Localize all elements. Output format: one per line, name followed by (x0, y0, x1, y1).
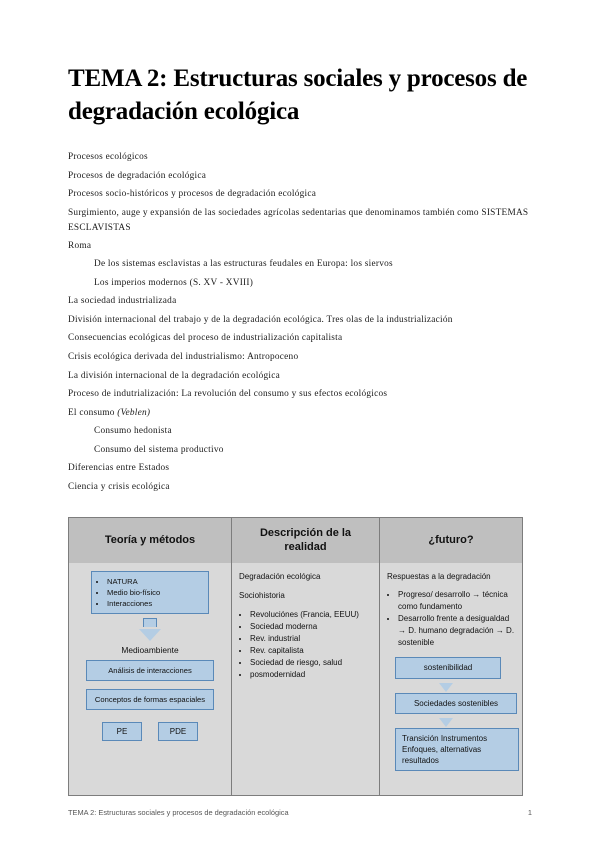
toc-item[interactable]: Consumo del sistema productivo (94, 444, 224, 455)
list-item: • Desarrollo frente a desigualdad → D. humano degradación → D. sostenible (398, 613, 515, 649)
footer-title: TEMA 2: Estructuras sociales y procesos de degradación ecológica (68, 808, 289, 817)
list-item: • Rev. industrial (250, 633, 372, 645)
analisis-interacciones-box: Análisis de interacciones (86, 660, 214, 681)
list-item: • Rev. capitalista (250, 645, 372, 657)
natura-item: • Medio bio-físico (107, 587, 202, 598)
figure-header-description: Descripción de la realidad (232, 518, 380, 564)
transicion-box: Transición Instrumentos Enfoques, alternativas resultados (395, 728, 519, 772)
list-item: • Revoluciónes (Francia, EEUU) (250, 609, 372, 621)
respuestas-list (387, 589, 515, 649)
figure-body-row (69, 563, 522, 795)
toc-item[interactable]: Consecuencias ecológicas del proceso de industrialización capitalista (68, 333, 343, 344)
toc-item[interactable]: Surgimiento, auge y expansión de las sociedades agrícolas sedentarias que denominamos también como SISTEMAS ESCLAVISTAS (68, 207, 529, 233)
arrow-down-icon (76, 618, 224, 641)
degradacion-ecologica-label: Degradación ecológica (239, 572, 321, 582)
figure-column-description (232, 563, 380, 795)
toc-item[interactable]: Procesos de degradación ecológica (68, 170, 207, 181)
figure-column-future (380, 563, 522, 795)
sociohistoria-list (239, 609, 372, 681)
toc-item[interactable]: Proceso de indutrialización: La revolución del consumo y sus efectos ecológicos (68, 389, 388, 400)
natura-box (91, 571, 209, 614)
toc-item[interactable]: División internacional del trabajo y de la degradación ecológica. Tres olas de la industrialización (68, 314, 453, 325)
respuestas-degradacion-label: Respuestas a la degradación (387, 572, 491, 582)
natura-item: • Interacciones (107, 598, 202, 609)
page-footer (68, 808, 532, 817)
conceptos-formas-espaciales-box: Conceptos de formas espaciales (86, 689, 214, 710)
arrow-down-icon (439, 718, 453, 727)
arrow-down-icon (439, 683, 453, 692)
pde-box: PDE (158, 722, 198, 741)
toc-item[interactable]: Crisis ecológica derivada del industrialismo: Antropoceno (68, 352, 299, 363)
list-item: • Sociedad de riesgo, salud (250, 657, 372, 669)
toc-item[interactable]: El consumo (Veblen) (68, 407, 151, 418)
toc-item[interactable]: La división internacional de la degradación ecológica (68, 370, 281, 381)
list-item: • Sociedad moderna (250, 621, 372, 633)
sociohistoria-label: Sociohistoria (239, 591, 285, 601)
natura-item: • NATURA (107, 576, 202, 587)
sostenibilidad-box: sostenibilidad (395, 657, 501, 678)
toc-item[interactable]: Consumo hedonista (94, 426, 172, 437)
figure-diagram (68, 517, 523, 797)
page-content (68, 62, 532, 796)
toc-item[interactable]: De los sistemas esclavistas a las estructuras feudales en Europa: los siervos (94, 259, 393, 270)
footer-page-number: 1 (527, 808, 532, 817)
pe-box: PE (102, 722, 142, 741)
toc-item[interactable]: Procesos ecológicos (68, 152, 148, 162)
toc-item[interactable]: Los imperios modernos (S. XV - XVIII) (94, 277, 254, 288)
toc-item[interactable]: Ciencia y crisis ecológica (68, 481, 170, 492)
figure-column-theory (69, 563, 232, 795)
toc-item[interactable]: La sociedad industrializada (68, 296, 177, 307)
sociedades-sostenibles-box: Sociedades sostenibles (395, 693, 517, 714)
toc-item[interactable]: Roma (68, 240, 92, 251)
page-title: TEMA 2: Estructuras sociales y procesos de degradación ecológica (68, 65, 528, 125)
list-item: • posmodernidad (250, 669, 372, 681)
medioambiente-label: Medioambiente (121, 645, 179, 656)
toc-item[interactable]: Diferencias entre Estados (68, 463, 170, 474)
toc-item[interactable]: Procesos socio-históricos y procesos de degradación ecológica (68, 189, 317, 200)
figure-header-row (69, 518, 522, 564)
table-of-contents (68, 150, 532, 495)
figure-header-future: ¿futuro? (428, 533, 474, 546)
list-item: • Progreso/ desarrollo → técnica como fundamento (398, 589, 515, 613)
pe-pde-row (76, 722, 224, 741)
figure-header-theory: Teoría y métodos (69, 518, 232, 564)
